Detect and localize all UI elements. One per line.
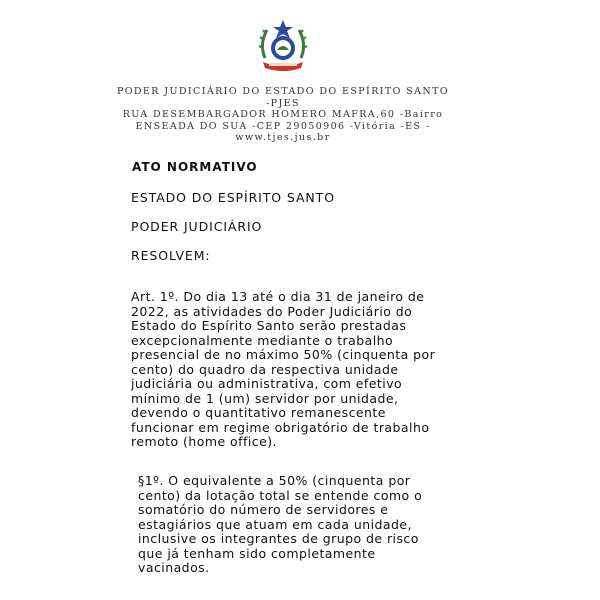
court-header	[0, 86, 566, 144]
header-acronym: -PJES	[266, 97, 300, 109]
state-line: ESTADO DO ESPÍRITO SANTO	[131, 190, 335, 205]
header-address-city: ENSEADA DO SUA -CEP 29050906 -Vitória -ES -	[135, 120, 431, 132]
header-court-name: PODER JUDICIÁRIO DO ESTADO DO ESPÍRITO SANTO	[116, 86, 450, 97]
paragraph-1-text: §1º. O equivalente a 50% (cinquenta por cento) da lotação total se entende como o somatório do número de servidores e estagiários que atuam em cada unidade, inclusive os integrantes de grupo de risco que já tenham sido completamente vacinados.	[138, 473, 423, 575]
header-website: www.tjes.jus.br	[235, 132, 331, 143]
coat-of-arms-icon	[255, 18, 311, 74]
resolve-line: RESOLVEM:	[131, 248, 211, 263]
header-address-street: RUA DESEMBARGADOR HOMERO MAFRA,60 -Bairro	[122, 109, 444, 120]
article-1-text: Art. 1º. Do dia 13 até o dia 31 de janeiro de 2022, as atividades do Poder Judiciário do Estado do Espírito Santo serão prestadas excepcionalmente mediante o trabalho presencial de no máximo 50% (cinquenta por cento) do quadro da respectiva unidade judiciária ou administrativa, com efetivo mínimo de 1 (um) servidor por unidade, devendo o quantitativo remanescente funcionar em regime obrigatório de trabalho remoto (home office).	[131, 289, 436, 449]
document-title: ATO NORMATIVO	[132, 160, 258, 174]
branch-line: PODER JUDICIÁRIO	[131, 219, 263, 234]
